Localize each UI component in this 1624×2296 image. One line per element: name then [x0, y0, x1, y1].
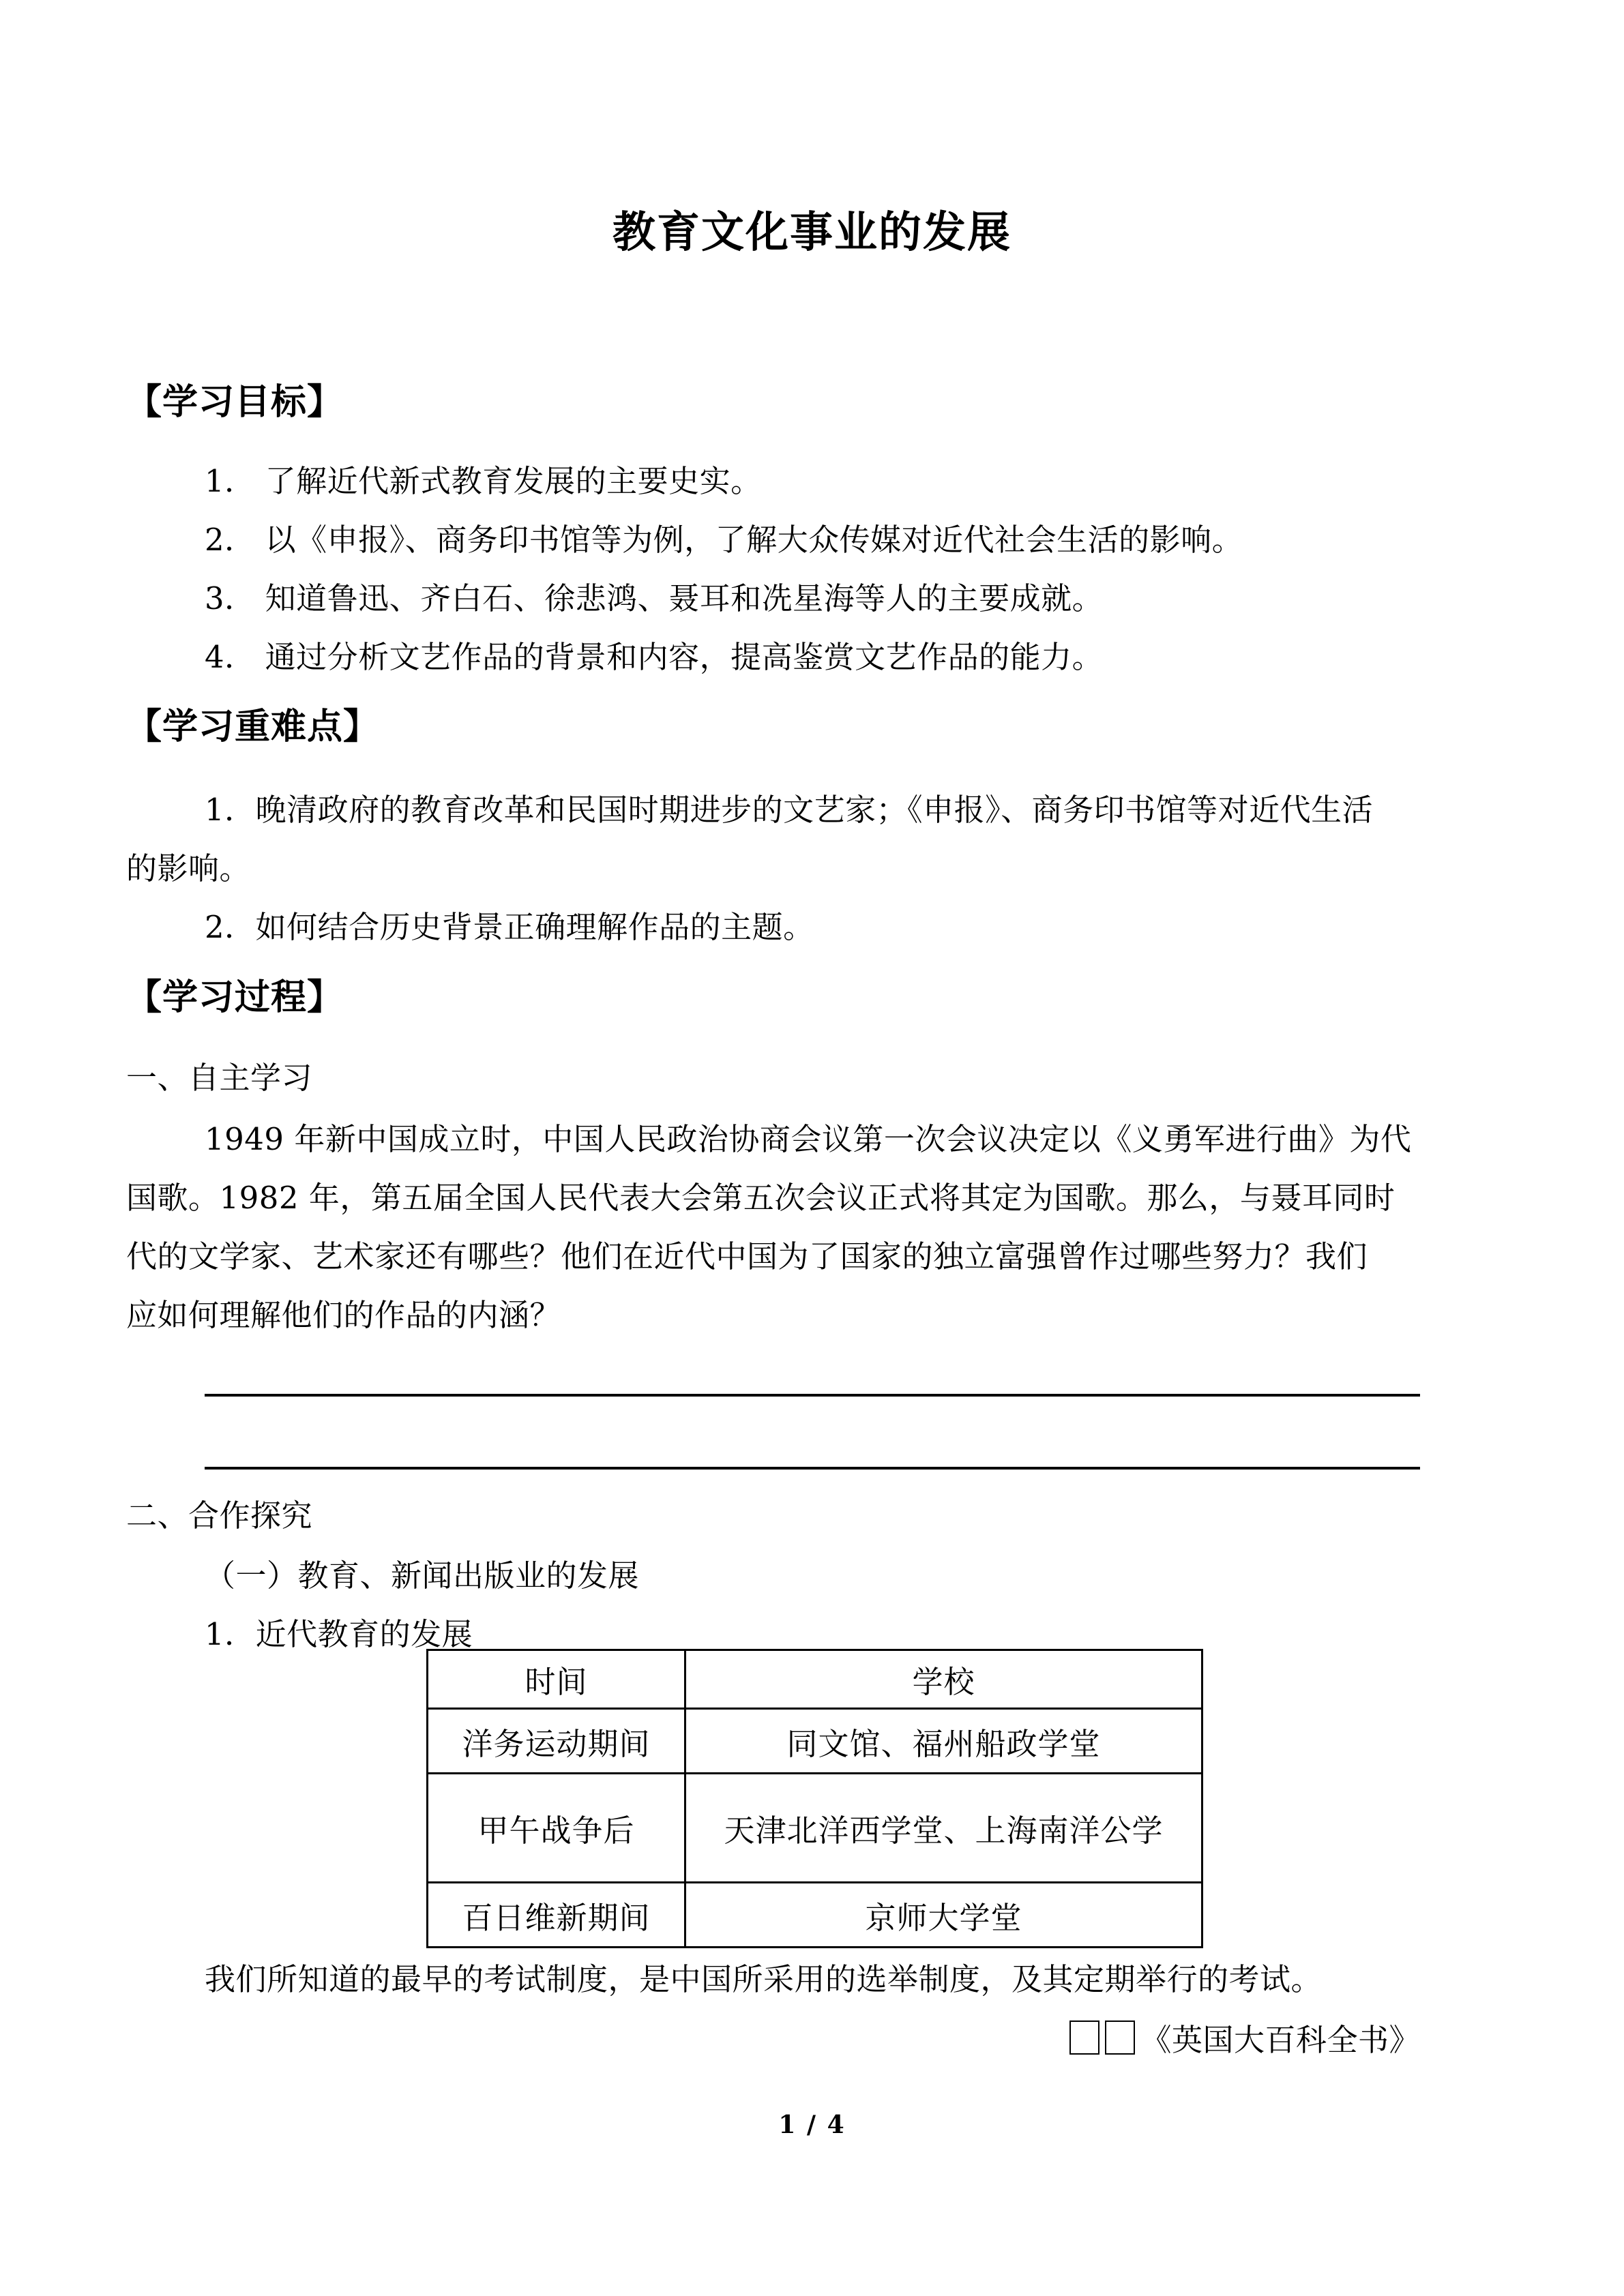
table-header-time: 时间: [428, 1650, 685, 1709]
table-cell-school-2: 天津北洋西学堂、上海南洋公学: [685, 1774, 1202, 1883]
process-part-1-paragraph-line-4: 应如何理解他们的作品的内涵？: [126, 1297, 561, 1333]
objective-item-1-number: 1．: [205, 463, 256, 499]
objective-item-1: [205, 463, 762, 499]
quote-attribution: [0, 2015, 1420, 2059]
section-heading-process: 【学习过程】: [126, 976, 344, 1018]
process-part-1-paragraph-line-1: 1949 年新中国成立时，中国人民政治协商会议第一次会议决定以《义勇军进行曲》为代: [205, 1121, 1412, 1157]
process-part-1-label: 一、自主学习: [126, 1060, 313, 1096]
missing-glyph-box-icon: [1105, 2021, 1135, 2055]
objective-item-2-number: 2．: [205, 522, 256, 558]
objective-item-3: [205, 580, 1104, 616]
answer-rule-2[interactable]: [205, 1467, 1420, 1470]
table-row: [428, 1883, 1202, 1948]
process-part-1-paragraph-line-3: 代的文学家、艺术家还有哪些？他们在近代中国为了国家的独立富强曾作过哪些努力？我们: [126, 1238, 1368, 1274]
process-part-1-paragraph-line-2: 国歌。1982 年，第五届全国人民代表大会第五次会议正式将其定为国歌。那么，与聂耳同时: [126, 1180, 1396, 1216]
objective-item-3-text: 知道鲁迅、齐白石、徐悲鸿、聂耳和冼星海等人的主要成就。: [265, 580, 1104, 616]
table-cell-time-1: 洋务运动期间: [428, 1709, 685, 1774]
page-number-footer: 1 / 4: [778, 2111, 846, 2139]
key-point-item-1-line-2: 的影响。: [126, 850, 251, 886]
answer-rule-1[interactable]: [205, 1394, 1420, 1397]
objective-item-3-number: 3．: [205, 580, 256, 616]
key-point-item-2: 2．如何结合历史背景正确理解作品的主题。: [205, 909, 814, 945]
page-title: 教育文化事业的发展: [612, 207, 1012, 257]
table-row: [428, 1709, 1202, 1774]
table-cell-time-2: 甲午战争后: [428, 1774, 685, 1883]
objective-item-4-number: 4．: [205, 639, 256, 675]
objective-item-4-text: 通过分析文艺作品的背景和内容，提高鉴赏文艺作品的能力。: [265, 639, 1104, 675]
quote-attribution-text: 《英国大百科全书》: [1140, 2022, 1420, 2058]
process-part-2-subsection-1-item-1: 1．近代教育的发展: [205, 1616, 473, 1652]
table-header-school: 学校: [685, 1650, 1202, 1709]
section-heading-key-points: 【学习重难点】: [126, 706, 380, 747]
missing-glyph-box-icon: [1069, 2021, 1099, 2055]
objective-item-2: [205, 522, 1243, 558]
section-heading-objectives: 【学习目标】: [126, 381, 344, 423]
process-part-2-subsection-1: （一）教育、新闻出版业的发展: [205, 1557, 640, 1594]
objective-item-1-text: 了解近代新式教育发展的主要史实。: [265, 463, 762, 499]
objective-item-4: [205, 639, 1104, 675]
table-cell-time-3: 百日维新期间: [428, 1883, 685, 1948]
table-cell-school-1: 同文馆、福州船政学堂: [685, 1709, 1202, 1774]
table-header-row: [428, 1650, 1202, 1709]
key-point-item-1-line-1: 1．晚清政府的教育改革和民国时期进步的文艺家；《申报》、商务印书馆等对近代生活: [205, 792, 1374, 828]
table-row: [428, 1774, 1202, 1883]
process-part-2-label: 二、合作探究: [126, 1497, 313, 1534]
education-development-table: [426, 1649, 1203, 1948]
objective-item-2-text: 以《申报》、商务印书馆等为例，了解大众传媒对近代社会生活的影响。: [265, 522, 1243, 558]
quote-text: 我们所知道的最早的考试制度，是中国所采用的选举制度，及其定期举行的考试。: [205, 1961, 1323, 1997]
table-cell-school-3: 京师大学堂: [685, 1883, 1202, 1948]
